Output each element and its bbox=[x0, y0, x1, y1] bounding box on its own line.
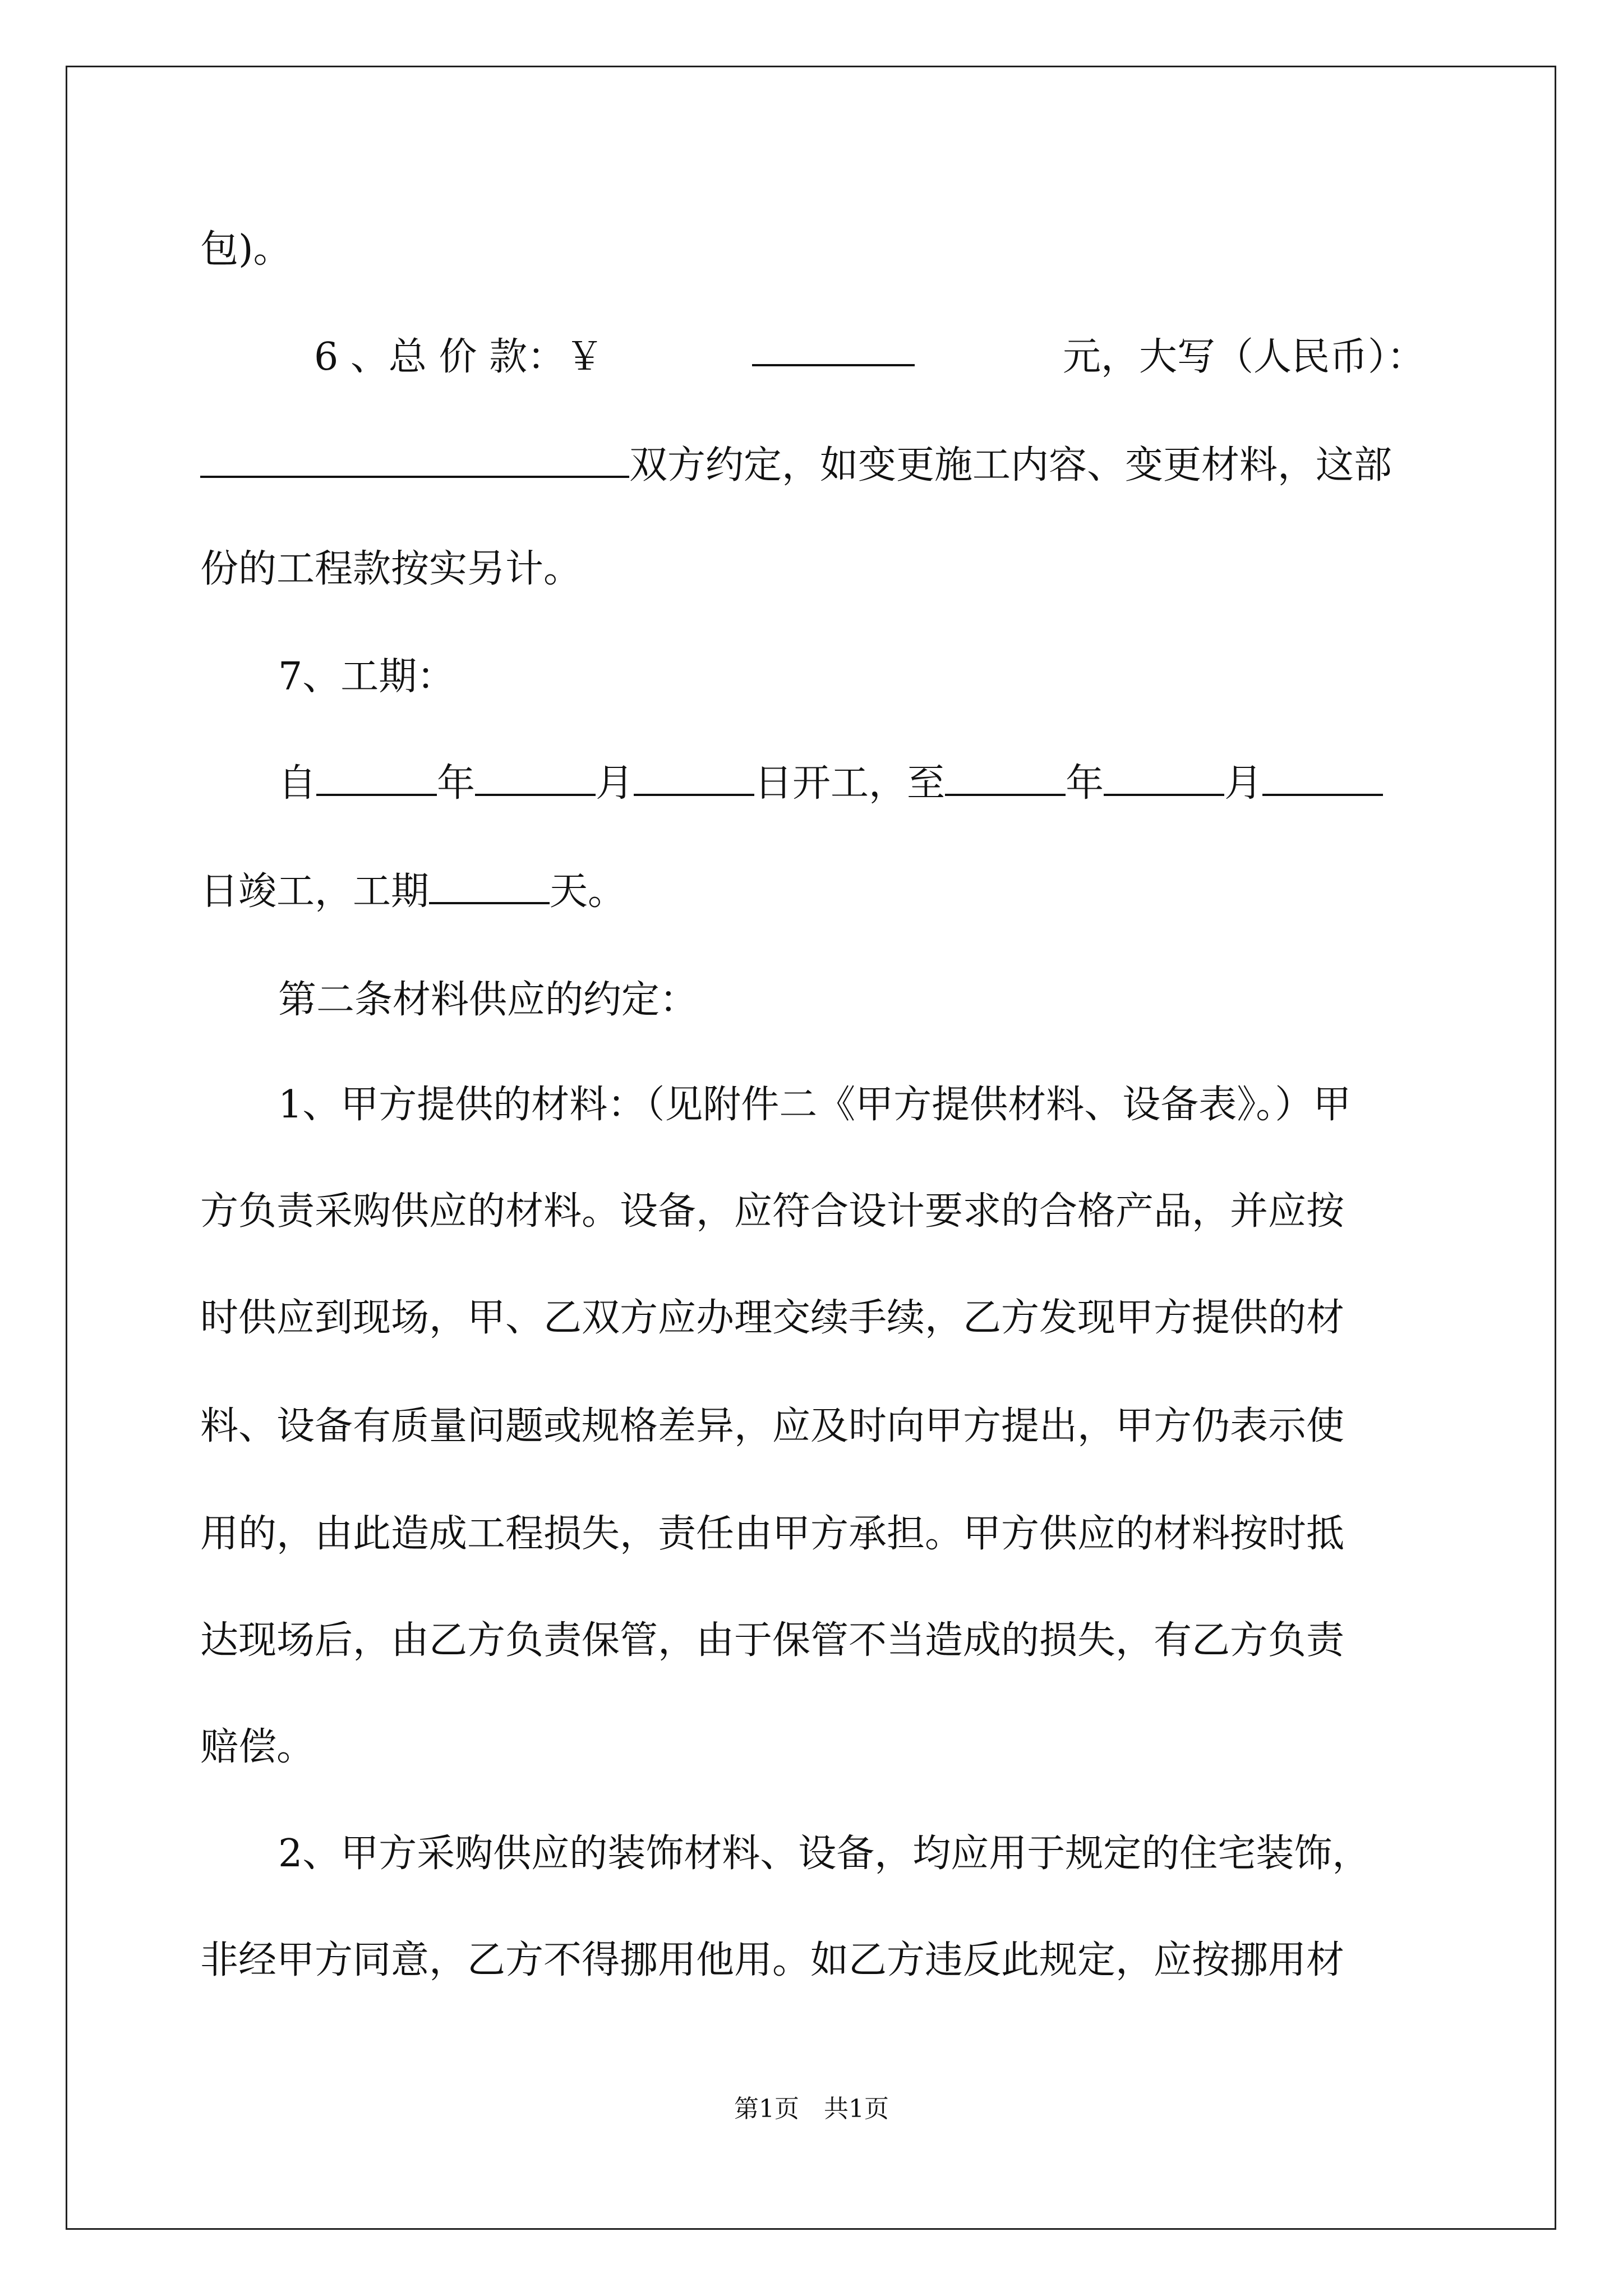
article-2-p1-line-2: 方负责采购供应的材料。设备，应符合设计要求的合格产品，并应按 bbox=[200, 1189, 1345, 1234]
end-month-blank[interactable] bbox=[1104, 759, 1224, 796]
page-number-footer: 第1页 共1页 bbox=[734, 2095, 889, 2123]
total-price-line-3: 份的工程款按实另计。 bbox=[200, 547, 582, 591]
start-day-blank[interactable] bbox=[634, 759, 754, 796]
period-days-blank[interactable] bbox=[429, 867, 550, 904]
amount-words-blank[interactable] bbox=[200, 441, 629, 478]
article-2-p1-line-5: 用的，由此造成工程损失，责任由甲方承担。甲方供应的材料按时抵 bbox=[200, 1512, 1345, 1556]
article-2-p1-line-4: 料、设备有质量问题或规格差异，应及时向甲方提出，甲方仍表示使 bbox=[200, 1404, 1345, 1448]
article-2-p1-line-7: 赔偿。 bbox=[200, 1725, 315, 1769]
article-2-p1-line-3: 时供应到现场，甲、乙双方应办理交续手续，乙方发现甲方提供的材 bbox=[200, 1296, 1345, 1340]
article-2-p1-line-6: 达现场后，由乙方负责保管，由于保管不当造成的损失，有乙方负责 bbox=[200, 1618, 1345, 1663]
yuan-label: 元，大写（人民币）： bbox=[1062, 335, 1425, 379]
start-month-blank[interactable] bbox=[475, 759, 596, 796]
text-line-carry-over: 包)。 bbox=[200, 227, 292, 272]
article-2-p1-line-1: 1、甲方提供的材料：（见附件二《甲方提供材料、设备表》。）甲 bbox=[278, 1083, 1352, 1127]
period-line-2: 日竣工，工期 天。 bbox=[200, 864, 626, 920]
price-blank[interactable] bbox=[752, 329, 915, 366]
total-price-label: 6 、总 价 款：￥ bbox=[314, 335, 604, 379]
article-2-heading: 第二条材料供应的约定： bbox=[278, 978, 698, 1022]
article-2-p2-line-2: 非经甲方同意，乙方不得挪用他用。如乙方违反此规定，应按挪用材 bbox=[200, 1938, 1345, 1982]
end-year-blank[interactable] bbox=[945, 759, 1066, 796]
total-price-line-2: 双方约定，如变更施工内容、变更材料，这部 bbox=[200, 438, 1392, 494]
total-price-line-1 bbox=[314, 329, 1425, 385]
period-heading: 7、工期： bbox=[278, 655, 455, 699]
end-day-blank[interactable] bbox=[1262, 759, 1383, 796]
period-line-1: 自 年 月 日开工，至 年 月 bbox=[278, 756, 1383, 812]
start-year-blank[interactable] bbox=[316, 759, 437, 796]
page-border bbox=[66, 66, 1556, 2230]
article-2-p2-line-1: 2、甲方采购供应的装饰材料、设备，均应用于规定的住宅装饰， bbox=[278, 1832, 1371, 1876]
